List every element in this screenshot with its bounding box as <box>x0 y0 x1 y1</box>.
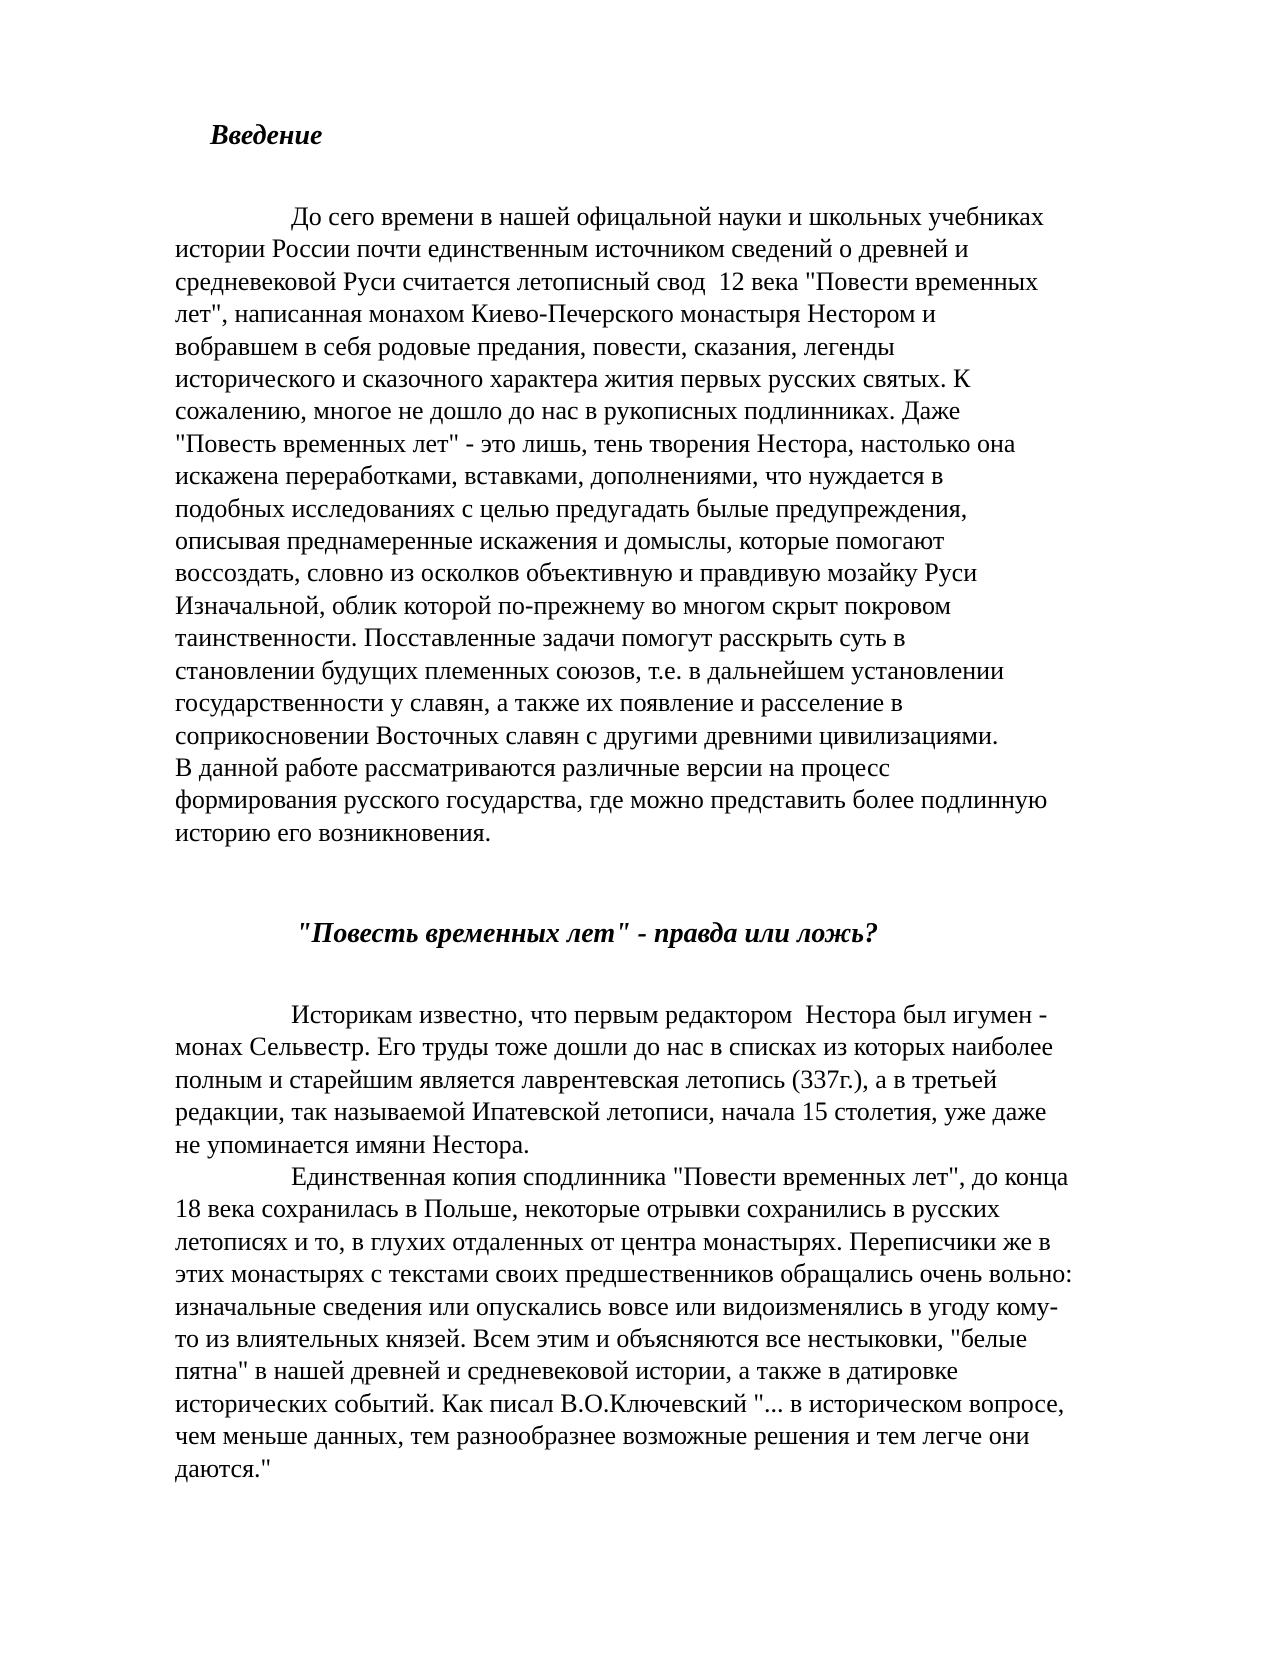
paragraph-line: "Повесть временных лет" - это лишь, тень творения Нестора, настолько она <box>175 428 1016 458</box>
paragraph-line: лет", написанная монахом Киево-Печерского монастыря Нестором и <box>175 299 936 329</box>
paragraph-line: истории России почти единственным источником сведений о древней и <box>175 234 969 264</box>
chronicle-heading: "Повесть временных лет" - правда или ложь? <box>296 918 879 949</box>
paragraph-line: Единственная копия сподлинника "Повести временных лет", до конца <box>291 1162 1069 1191</box>
intro-heading: Введение <box>210 120 323 151</box>
paragraph-line: даются." <box>175 1453 272 1483</box>
paragraph-line: формирования русского государства, где можно представить более подлинную <box>175 785 1048 815</box>
paragraph-line: таинственности. Посставленные задачи помогут расскрыть суть в <box>175 623 906 653</box>
paragraph-line: искажена переработками, вставками, дополнениями, что нуждается в <box>175 461 944 491</box>
paragraph-line: исторического и сказочного характера жития первых русских святых. К <box>175 364 971 394</box>
paragraph-line: воссоздать, словно из осколков объективную и правдивую мозайку Руси <box>175 558 978 588</box>
paragraph-line: Историкам известно, что первым редактором Нестора был игумен - <box>291 1000 1048 1029</box>
paragraph-line: то из влиятельных князей. Всем этим и объясняются все нестыковки, "белые <box>175 1324 1028 1354</box>
paragraph-line: редакции, так называемой Ипатевской летописи, начала 15 столетия, уже даже <box>175 1097 1047 1127</box>
chronicle-paragraph-1 <box>175 999 1175 1161</box>
paragraph-line: сожалению, многое не дошло до нас в рукописных подлинниках. Даже <box>175 396 961 426</box>
paragraph-line: средневековой Руси считается летописный свод 12 века "Повести временных <box>175 266 1039 296</box>
paragraph-line: В данной работе рассматриваются различные версии на процесс <box>175 752 891 782</box>
paragraph-line: монах Сельвестр. Его труды тоже дошли до нас в списках из которых наиболее <box>175 1032 1054 1062</box>
paragraph-line: исторических событий. Как писал В.О.Ключевский "... в историческом вопросе, <box>175 1388 1065 1418</box>
paragraph-line: историю его возникновения. <box>175 817 492 847</box>
intro-paragraph <box>175 201 1175 849</box>
paragraph-line: изначальные сведения или опускались вовсе или видоизменялись в угоду кому- <box>175 1291 1059 1321</box>
paragraph-line: этих монастырях с текстами своих предшественников обращались очень вольно: <box>175 1259 1073 1289</box>
paragraph-line: становлении будущих племенных союзов, т.е. в дальнейшем установлении <box>175 655 1005 685</box>
paragraph-line: государственности у славян, а также их появление и расселение в <box>175 688 903 718</box>
paragraph-line: Изначальной, облик которой по-прежнему во многом скрыт покровом <box>175 590 951 620</box>
paragraph-line: вобравшем в себя родовые предания, повести, сказания, легенды <box>175 331 895 361</box>
paragraph-line: не упоминается имяни Нестора. <box>175 1129 530 1159</box>
paragraph-line: подобных исследованиях с целью предугадать былые предупреждения, <box>175 493 968 523</box>
paragraph-line: пятна" в нашей древней и средневековой истории, а также в датировке <box>175 1356 959 1386</box>
chronicle-paragraph-2 <box>175 1161 1175 1485</box>
paragraph-line: соприкосновении Восточных славян с другими древними цивилизациями. <box>175 720 999 750</box>
paragraph-line: До сего времени в нашей офицальной науки и школьных учебниках <box>291 202 1044 231</box>
paragraph-line: летописях и то, в глухих отдаленных от центра монастырях. Переписчики же в <box>175 1226 1051 1256</box>
paragraph-line: 18 века сохранилась в Польше, некоторые отрывки сохранились в русских <box>175 1194 1000 1224</box>
paragraph-line: полным и старейшим является лаврентевская летопись (337г.), а в третьей <box>175 1064 998 1094</box>
paragraph-line: чем меньше данных, тем разнообразнее возможные решения и тем легче они <box>175 1421 1030 1451</box>
paragraph-line: описывая преднамеренные искажения и домыслы, которые помогают <box>175 526 945 556</box>
